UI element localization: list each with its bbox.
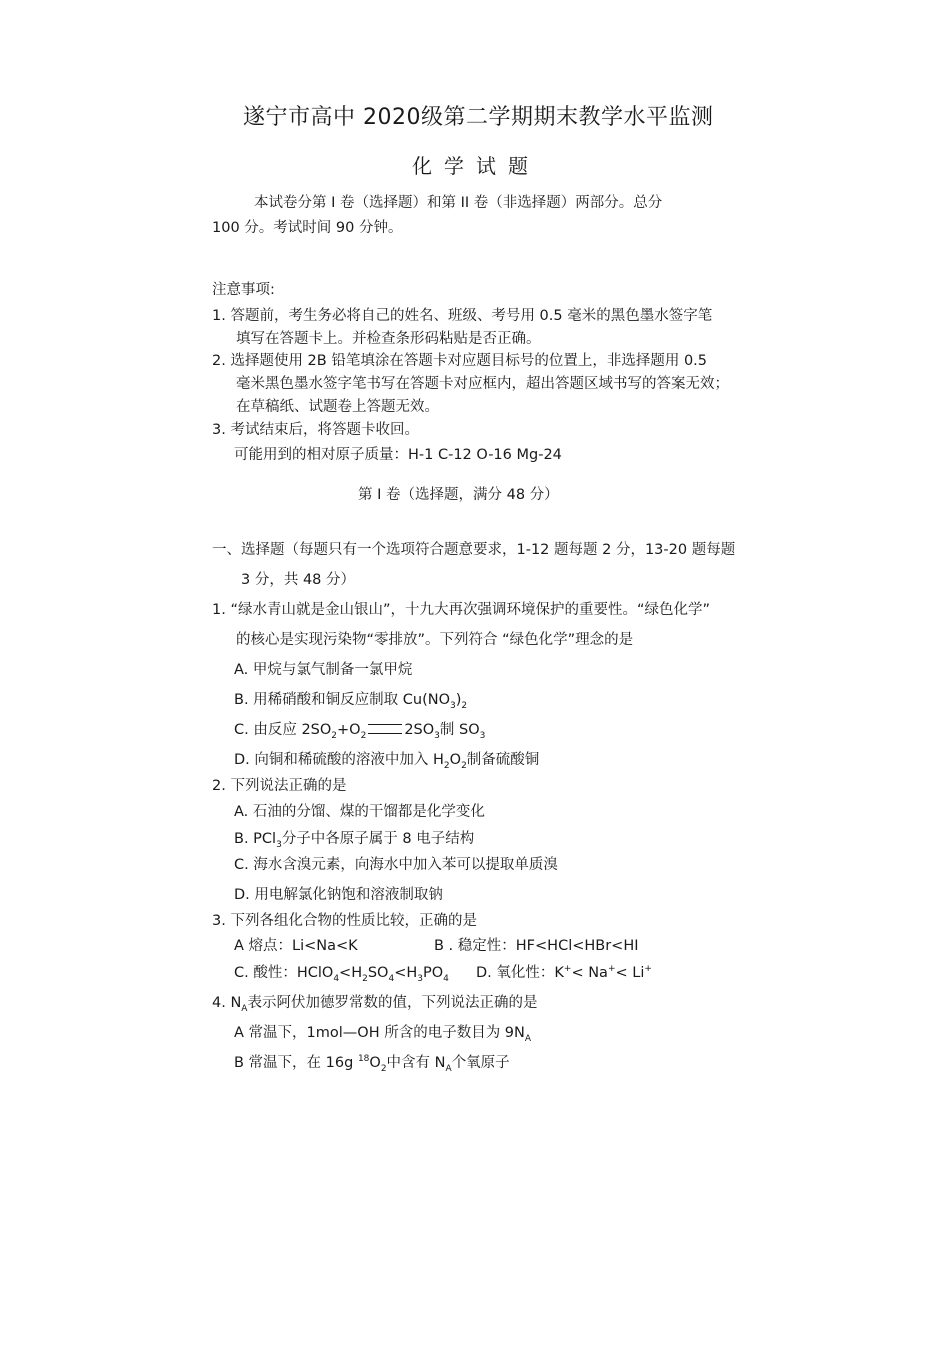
q1-b-sub: 3: [450, 700, 456, 711]
q2-option-c: C. 海水含溴元素，向海水中加入苯可以提取单质溴: [234, 857, 558, 873]
q4-b-post: 个氧原子: [451, 1055, 510, 1071]
q1-option-d: [234, 750, 539, 770]
q3-option-a: A 熔点：Li<Na<K: [234, 938, 358, 954]
q3-c-s3: 4: [388, 973, 395, 984]
q1-d-pre: D. 向铜和稀硫酸的溶液中加入 H: [234, 752, 444, 768]
q1-c-plus: +O: [337, 722, 361, 738]
q3-c-pre: C. 酸性：HClO: [234, 965, 334, 981]
part-1-heading: 第 I 卷（选择题，满分 48 分）: [358, 487, 559, 503]
q4-a-sub: A: [524, 1033, 532, 1044]
q1-option-b: [234, 690, 467, 710]
q1-option-a: A. 甲烷与氯气制备一氯甲烷: [234, 662, 413, 678]
q4-stem-pre: 4. N: [212, 995, 242, 1011]
q1-c-pre: C. 由反应 2SO: [234, 722, 332, 738]
q1-c-post: 制 SO: [439, 722, 480, 738]
q2-b-pre: B. PCl: [234, 831, 277, 847]
q2-option-a: A. 石油的分馏、煤的干馏都是化学变化: [234, 804, 485, 820]
q3-c-m2: SO: [367, 965, 389, 981]
q3-c-s2: 2: [362, 973, 368, 984]
q4-a-pre: A 常温下，1mol—OH 所含的电子数目为 9N: [234, 1025, 525, 1041]
q4-stem-sub: A: [241, 1003, 248, 1014]
q1-b-sub-2: 2: [461, 700, 468, 711]
q2-b-sub: 3: [276, 839, 282, 850]
q2-option-d: D. 用电解氯化钠饱和溶液制取钠: [234, 887, 443, 903]
q3-option-c: [234, 963, 449, 983]
q3-d-sup1: +: [563, 964, 572, 975]
q3-c-m1: <H: [339, 965, 363, 981]
q3-c-s1: 4: [333, 973, 340, 984]
q3-d-sup2: +: [607, 964, 616, 975]
notice-item-2-line-1: 2. 选择题使用 2B 铅笔填涂在答题卡对应题目标号的位置上，非选择题用 0.5: [212, 353, 708, 369]
reversible-arrow-icon: [368, 724, 402, 734]
intro-line-2: 100 分。考试时间 90 分钟。: [212, 220, 403, 236]
q1-option-c: [234, 720, 485, 740]
q3-d-m2: < Li: [615, 965, 645, 981]
atomic-mass-line: 可能用到的相对原子质量：H-1 C-12 O-16 Mg-24: [234, 447, 562, 463]
q4-b-pre: B 常温下，在 16g: [234, 1055, 358, 1071]
section-1-line-2: 3 分，共 48 分）: [241, 572, 356, 588]
q2-b-post: 分子中各原子属于 8 电子结构: [281, 831, 475, 847]
q1-d-mid: O: [449, 752, 462, 768]
notice-item-2-line-3: 在草稿纸、试题卷上答题无效。: [236, 399, 439, 415]
q3-option-d: [476, 963, 652, 983]
q1-c-mid: 2SO: [404, 722, 435, 738]
q4-b-sub: 2: [380, 1063, 387, 1074]
q1-stem-line-1: 1. “绿水青山就是金山银山”，十九大再次强调环境保护的重要性。“绿色化学”: [212, 602, 710, 618]
q3-c-s5: 4: [443, 973, 449, 984]
q2-option-b: [234, 829, 474, 849]
q1-stem-line-2: 的核心是实现污染物“零排放”。下列符合 “绿色化学”理念的是: [236, 632, 634, 648]
q2-stem: 2. 下列说法正确的是: [212, 778, 347, 794]
q1-c-s4: 3: [479, 730, 486, 741]
q1-b-close: ): [455, 692, 462, 708]
q3-option-b: B . 稳定性：HF<HCl<HBr<HI: [434, 938, 639, 954]
notice-item-3: 3. 考试结束后，将答题卡收回。: [212, 422, 419, 438]
q1-d-s2: 2: [461, 760, 467, 771]
q4-b-sub2: A: [445, 1063, 452, 1074]
q3-d-pre: D. 氧化性：K: [476, 965, 564, 981]
q4-b-m2: 中含有 N: [386, 1055, 446, 1071]
q3-d-sup3: +: [644, 964, 652, 975]
q1-b-text: B. 用稀硝酸和铜反应制取 Cu(NO: [234, 692, 451, 708]
intro-line-1: 本试卷分第 I 卷（选择题）和第 II 卷（非选择题）两部分。总分: [254, 195, 663, 211]
q4-b-mid: O: [369, 1055, 381, 1071]
q3-stem: 3. 下列各组化合物的性质比较，正确的是: [212, 913, 477, 929]
q4-b-sup: 18: [357, 1054, 370, 1065]
q4-option-a: [234, 1023, 531, 1043]
notice-item-1-line-2: 填写在答题卡上。并检查条形码粘贴是否正确。: [236, 331, 541, 347]
q1-d-post: 制备硫酸铜: [466, 752, 540, 768]
q3-c-m4: PO: [423, 965, 444, 981]
q1-c-s2: 2: [360, 730, 367, 741]
q4-option-b: [234, 1053, 510, 1073]
notice-heading: 注意事项:: [212, 282, 275, 298]
page-title: 遂宁市高中 2020级第二学期期末教学水平监测: [243, 105, 714, 130]
q3-d-m1: < Na: [571, 965, 608, 981]
q1-d-s1: 2: [443, 760, 450, 771]
notice-item-1-line-1: 1. 答题前，考生务必将自己的姓名、班级、考号用 0.5 毫米的黑色墨水签字笔: [212, 308, 713, 324]
q1-c-s1: 2: [331, 730, 338, 741]
q1-c-s3: 3: [434, 730, 440, 741]
q4-stem: [212, 993, 537, 1013]
q3-c-s4: 3: [417, 973, 423, 984]
notice-item-2-line-2: 毫米黑色墨水签字笔书写在答题卡对应框内，超出答题区域书写的答案无效；: [236, 376, 729, 392]
section-1-line-1: 一、选择题（每题只有一个选项符合题意要求，1-12 题每题 2 分，13-20 题每题: [212, 542, 736, 558]
q3-c-m3: <H: [394, 965, 418, 981]
page-subtitle: 化学试题: [412, 154, 540, 178]
q4-stem-post: 表示阿伏加德罗常数的值，下列说法正确的是: [247, 995, 538, 1011]
